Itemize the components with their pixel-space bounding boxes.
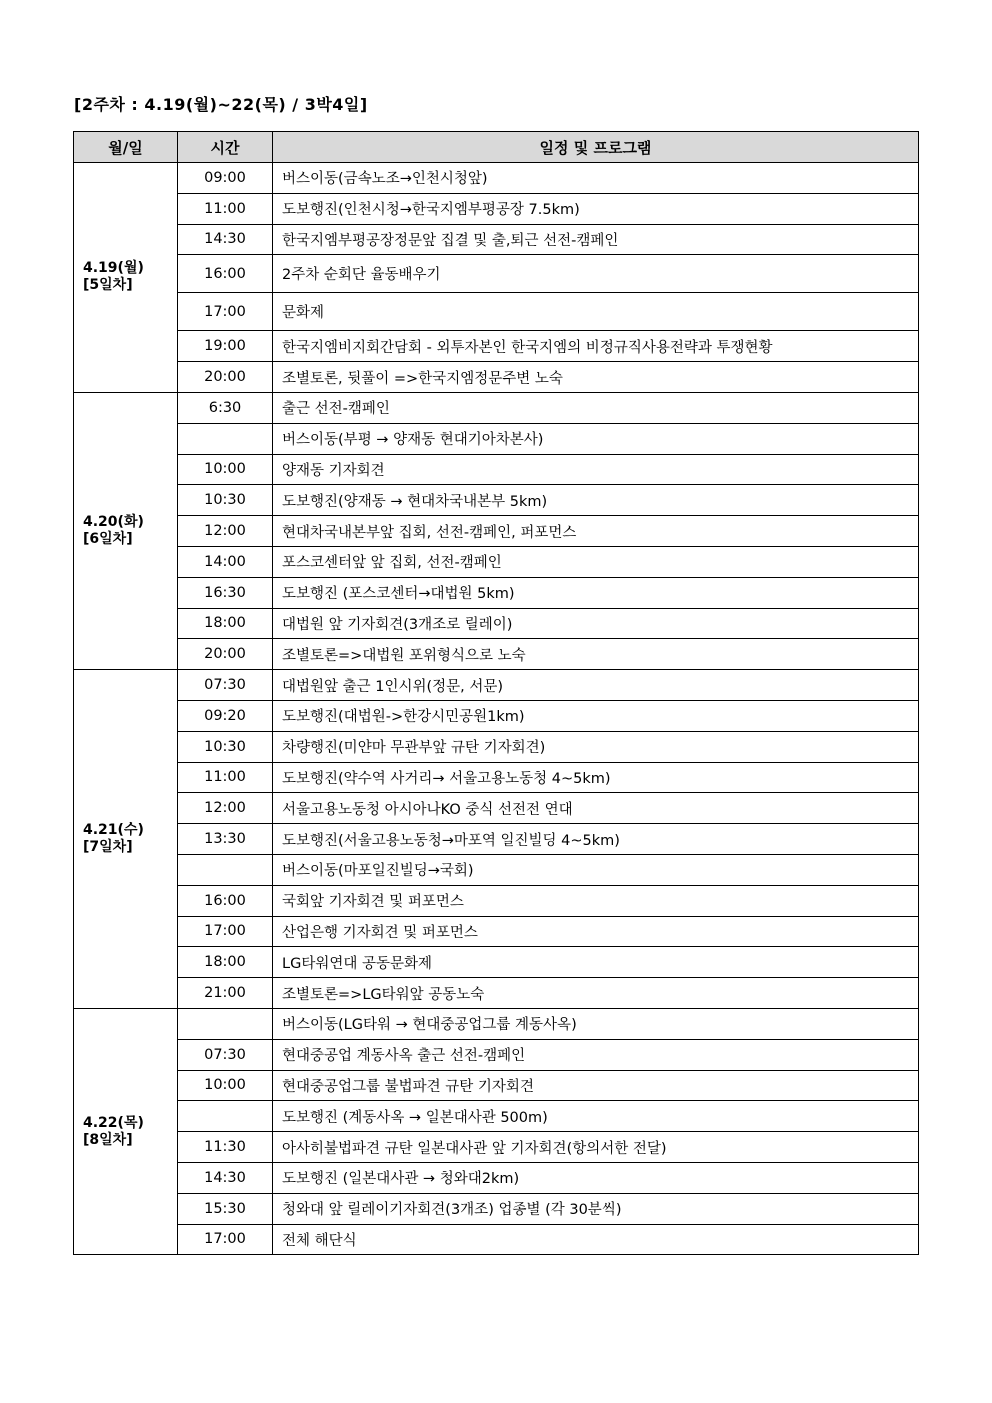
program-cell: 현대차국내본부앞 집회, 선전-캠페인, 퍼포먼스 (273, 516, 919, 547)
date-cell (74, 1008, 178, 1254)
time-cell: 07:30 (178, 1039, 273, 1070)
time-cell: 10:30 (178, 731, 273, 762)
time-cell: 18:00 (178, 608, 273, 639)
program-cell: 도보행진(약수역 사거리→ 서울고용노동청 4~5km) (273, 762, 919, 793)
program-cell: 현대중공업 계동사옥 출근 선전-캠페인 (273, 1039, 919, 1070)
table-row (74, 885, 919, 916)
program-cell: 도보행진 (계동사옥 → 일본대사관 500m) (273, 1101, 919, 1132)
program-cell: 한국지엠비지회간담회 - 외투자본인 한국지엠의 비정규직사용전략과 투쟁현황 (273, 331, 919, 362)
program-cell: 한국지엠부평공장정문앞 집결 및 출,퇴근 선전-캠페인 (273, 224, 919, 255)
table-row (74, 516, 919, 547)
table-row (74, 1224, 919, 1255)
table-row (74, 670, 919, 701)
program-cell: 대법원 앞 기자회견(3개조로 릴레이) (273, 608, 919, 639)
table-row (74, 978, 919, 1009)
schedule-table (73, 131, 919, 1255)
program-cell: 국회앞 기자회견 및 퍼포먼스 (273, 885, 919, 916)
table-row (74, 793, 919, 824)
time-cell: 18:00 (178, 947, 273, 978)
program-cell: 조별토론=>대법원 포위형식으로 노숙 (273, 639, 919, 670)
header-time: 시간 (178, 132, 273, 163)
date-cell (74, 163, 178, 393)
program-cell: 산업은행 기자회견 및 퍼포먼스 (273, 916, 919, 947)
program-cell: 조별토론=>LG타워앞 공동노숙 (273, 978, 919, 1009)
time-cell (178, 1008, 273, 1039)
time-cell: 12:00 (178, 516, 273, 547)
time-cell: 20:00 (178, 639, 273, 670)
program-cell: 2주차 순회단 율동배우기 (273, 255, 919, 293)
time-cell: 13:30 (178, 824, 273, 855)
time-cell: 16:30 (178, 577, 273, 608)
day-number-label: [7일차] (83, 839, 133, 856)
date-cell (74, 392, 178, 669)
header-program: 일정 및 프로그램 (273, 132, 919, 163)
time-cell: 09:00 (178, 163, 273, 194)
time-cell: 10:00 (178, 1070, 273, 1101)
time-cell: 21:00 (178, 978, 273, 1009)
table-row (74, 762, 919, 793)
table-row (74, 1132, 919, 1163)
program-cell: 도보행진(서울고용노동청→마포역 일진빌딩 4~5km) (273, 824, 919, 855)
time-cell: 12:00 (178, 793, 273, 824)
table-row (74, 916, 919, 947)
date-label: 4.19(월) (83, 260, 144, 277)
table-row (74, 423, 919, 454)
time-cell: 17:00 (178, 1224, 273, 1255)
table-row (74, 577, 919, 608)
program-cell: 도보행진(대법원->한강시민공원1km) (273, 700, 919, 731)
table-row (74, 293, 919, 331)
table-row (74, 608, 919, 639)
header-date: 월/일 (74, 132, 178, 163)
table-row (74, 639, 919, 670)
program-cell: 청와대 앞 릴레이기자회견(3개조) 업종별 (각 30분씩) (273, 1193, 919, 1224)
time-cell: 15:30 (178, 1193, 273, 1224)
table-row (74, 331, 919, 362)
table-row (74, 1101, 919, 1132)
program-cell: 아사히불법파견 규탄 일본대사관 앞 기자회견(항의서한 전달) (273, 1132, 919, 1163)
program-cell: 조별토론, 뒷풀이 =>한국지엠정문주변 노숙 (273, 362, 919, 393)
day-number-label: [5일차] (83, 277, 133, 294)
day-number-label: [8일차] (83, 1131, 133, 1148)
table-row (74, 1039, 919, 1070)
program-cell: 문화제 (273, 293, 919, 331)
program-cell: 도보행진(인천시청→한국지엠부평공장 7.5km) (273, 193, 919, 224)
program-cell: LG타워연대 공동문화제 (273, 947, 919, 978)
time-cell: 10:00 (178, 454, 273, 485)
time-cell: 17:00 (178, 916, 273, 947)
time-cell: 20:00 (178, 362, 273, 393)
table-row (74, 1008, 919, 1039)
program-cell: 버스이동(마포일진빌딩→국회) (273, 854, 919, 885)
table-row (74, 854, 919, 885)
time-cell: 07:30 (178, 670, 273, 701)
program-cell: 서울고용노동청 아시아나KO 중식 선전전 연대 (273, 793, 919, 824)
time-cell: 16:00 (178, 255, 273, 293)
program-cell: 버스이동(LG타워 → 현대중공업그룹 계동사옥) (273, 1008, 919, 1039)
table-row (74, 163, 919, 194)
table-row (74, 224, 919, 255)
program-cell: 양재동 기자회견 (273, 454, 919, 485)
time-cell: 17:00 (178, 293, 273, 331)
table-row (74, 1070, 919, 1101)
table-row (74, 392, 919, 423)
table-row (74, 731, 919, 762)
time-cell: 11:30 (178, 1132, 273, 1163)
program-cell: 버스이동(부평 → 양재동 현대기아차본사) (273, 423, 919, 454)
table-row (74, 362, 919, 393)
date-cell (74, 670, 178, 1009)
time-cell: 10:30 (178, 485, 273, 516)
time-cell: 11:00 (178, 762, 273, 793)
time-cell: 14:00 (178, 546, 273, 577)
time-cell: 16:00 (178, 885, 273, 916)
schedule-heading: [2주차 : 4.19(월)~22(목) / 3박4일] (74, 95, 368, 114)
program-cell: 차량행진(미얀마 무관부앞 규탄 기자회견) (273, 731, 919, 762)
time-cell: 09:20 (178, 700, 273, 731)
table-row (74, 255, 919, 293)
program-cell: 대법원앞 출근 1인시위(정문, 서문) (273, 670, 919, 701)
table-row (74, 485, 919, 516)
program-cell: 버스이동(금속노조→인천시청앞) (273, 163, 919, 194)
time-cell: 19:00 (178, 331, 273, 362)
time-cell (178, 1101, 273, 1132)
program-cell: 현대중공업그룹 불법파견 규탄 기자회견 (273, 1070, 919, 1101)
table-header-row (74, 132, 919, 163)
table-row (74, 1193, 919, 1224)
time-cell (178, 854, 273, 885)
day-number-label: [6일차] (83, 531, 133, 548)
time-cell (178, 423, 273, 454)
date-label: 4.21(수) (83, 822, 144, 839)
table-row (74, 700, 919, 731)
program-cell: 도보행진 (포스코센터→대법원 5km) (273, 577, 919, 608)
program-cell: 포스코센터앞 앞 집회, 선전-캠페인 (273, 546, 919, 577)
time-cell: 11:00 (178, 193, 273, 224)
time-cell: 14:30 (178, 1162, 273, 1193)
time-cell: 14:30 (178, 224, 273, 255)
table-row (74, 454, 919, 485)
table-row (74, 947, 919, 978)
time-cell: 6:30 (178, 392, 273, 423)
program-cell: 출근 선전-캠페인 (273, 392, 919, 423)
date-label: 4.22(목) (83, 1114, 144, 1131)
date-label: 4.20(화) (83, 514, 144, 531)
program-cell: 도보행진 (일본대사관 → 청와대2km) (273, 1162, 919, 1193)
table-row (74, 824, 919, 855)
table-row (74, 1162, 919, 1193)
program-cell: 전체 해단식 (273, 1224, 919, 1255)
program-cell: 도보행진(양재동 → 현대차국내본부 5km) (273, 485, 919, 516)
table-row (74, 546, 919, 577)
table-row (74, 193, 919, 224)
